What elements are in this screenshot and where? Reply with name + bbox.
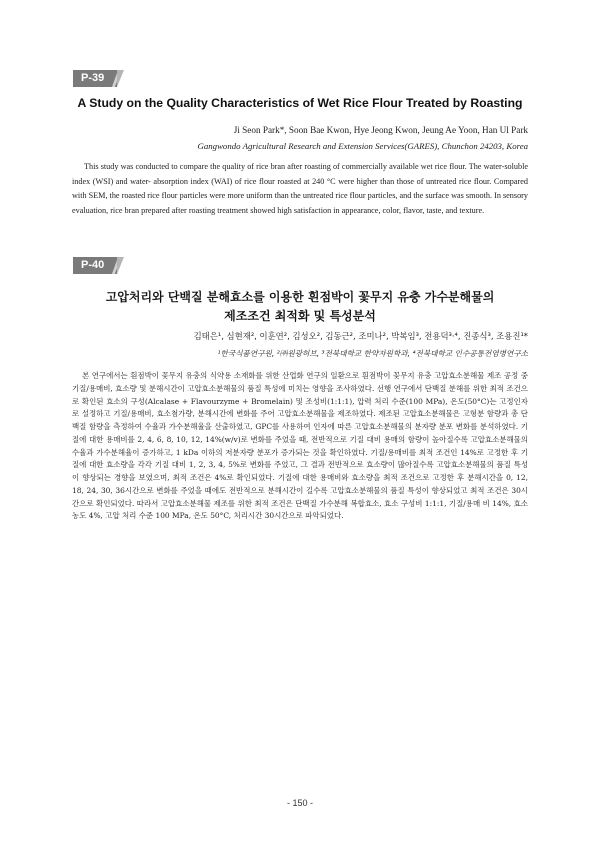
paper-title-ko-line1: 고압처리와 단백질 분해효소를 이용한 흰점박이 꽃무지 유충 가수분해물의 xyxy=(105,290,495,304)
paper-title-en: A Study on the Quality Characteristics of Wet Rice Flour Treated by Roasting xyxy=(77,96,523,110)
paper-title-ko-line2: 제조조건 최적화 및 특성분석 xyxy=(224,309,376,323)
abstract-en: This study was conducted to compare the quality of rice bran after roasting of commercially available wet rice flour. The water-soluble index (WSI) and water- absorption index (WAI) of rice flour roasted at 240 °C were higher than those of untreated rice flour. Compared with SEM, the roasted rice flour particles were more uniform than the untreated rice flour particles, and the surface was smooth. In sensory evaluation, rice bran prepared after roasting treatment showed high satisfaction in appearance, color, flavor, taste, and texture. xyxy=(72,162,528,215)
affiliation-ko: ¹한국식품연구원, ²㈜원광허브, ³전북대학교 한약자원학과, ⁴전북대학교 인수공통전염병연구소 xyxy=(217,349,528,358)
section-badge-p39 xyxy=(73,70,117,87)
section-badge-p40 xyxy=(73,257,117,274)
badge-label: P-39 xyxy=(81,72,105,84)
author-list-en: Ji Seon Park*, Soon Bae Kwon, Hye Jeong Kwon, Jeung Ae Yoon, Han Ul Park xyxy=(233,125,528,135)
author-list-ko: 김태은¹, 심현재², 이훈연², 김성오², 김동근², 조미나², 박복임³, 전용덕³·⁴, 진종식³, 조용진¹* xyxy=(193,331,528,341)
abstract-ko: 본 연구에서는 흰점박이 꽃무지 유충의 식약용 소재화를 위한 산업화 연구의 일환으로 흰점박이 꽃무지 유충 고압효소분해물 제조 공정 중 기질/용매비, 효소량 및 분해시간이 고압효소분해물의 품질 특성에 미치는 영향을 조사하였다. 선행 연구에서 단백질 분해를 위한 최적 조건으로 확인된 효소의 구성(Alcalase + Flavourzyme + Bromelain) 및 조성비(1:1:1), 압력 처리 수준(100 MPa), 온도(50°C)는 고정인자로 설정하고 기질/용매비, 효소첨가량, 분해시간에 변화를 주어 고압효소분해물을 제조하였다. 제조된 고압효소분해물은 고형분 함량과 총 단백질 함량을 측정하여 수율과 가수분해율을 산출하였고, GPC를 사용하여 인자에 따른 고압효소분해물의 분자량 분포 변화를 분석하였다. 기질에 대한 용매비를 2, 4, 6, 8, 10, 12, 14%(w/v)로 변화를 주었을 때, 전반적으로 기질 대비 용매의 함량이 높아질수록 고압효소분해물의 수율과 가수분해율이 증가하고, 1 kDa 이하의 저분자량 분포가 증가되는 것을 확인하였다. 기질/용매비를 최적 조건인 14%로 고정한 후 기질에 대한 효소량을 각각 기질 대비 1, 2, 3, 4, 5%로 변화를 주었고, 그 결과 전반적으로 효소량이 많아질수록 고압효소분해물의 품질 특성이 향상되는 경향을 보였으며, 최적 조건은 4%로 확인되었다. 기질에 대한 용매비와 효소량을 최적 조건으로 고정한 후 분해시간을 0, 12, 18, 24, 30, 36시간으로 변화를 주었을 때에도 전반적으로 분해시간이 길수록 고압효소분해물의 품질 특성이 향상되었고 최적 조건은 30시간으로 확인되었다. 따라서 고압효소분해물 제조를 위한 최적 조건은 단백질 가수분해 복합효소, 효소 구성비 1:1:1, 기질/용매 비 14%, 효소농도 4%, 고압 처리 수준 100 MPa, 온도 50°C, 처리시간 30시간으로 파악되었다. xyxy=(72,371,528,521)
badge-label: P-40 xyxy=(81,259,105,271)
affiliation-en: Gangwondo Agricultural Research and Extension Services(GARES), Chunchon 24203, Korea xyxy=(197,141,528,151)
page-number: - 150 - xyxy=(286,798,313,808)
badge-stripe-decoration xyxy=(112,257,121,274)
badge-stripe-decoration xyxy=(112,70,121,87)
